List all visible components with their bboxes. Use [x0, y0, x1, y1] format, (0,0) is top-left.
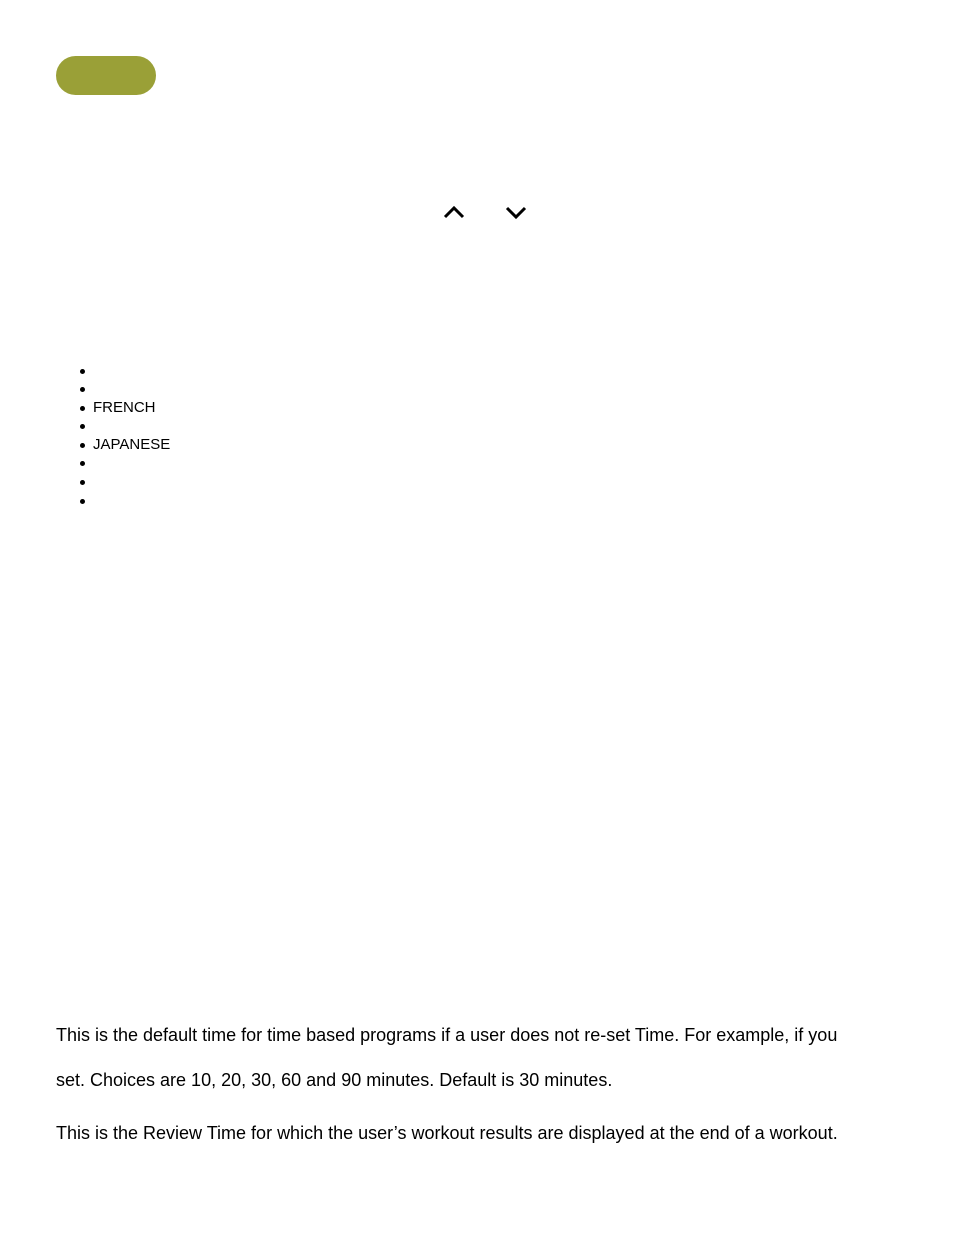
- language-japanese: JAPANESE: [93, 436, 171, 454]
- chevron-down-icon[interactable]: [504, 202, 528, 222]
- section-tab-pill: [56, 56, 156, 95]
- review-time-description: This is the Review Time for which the user’s workout results are displayed at the end of a workout.: [56, 1123, 838, 1143]
- list-item: [80, 399, 170, 418]
- bullet-icon: [80, 406, 85, 411]
- language-french: FRENCH: [93, 399, 156, 417]
- default-time-description-line2: set. Choices are 10, 20, 30, 60 and 90 minutes. Default is 30 minutes.: [56, 1070, 613, 1090]
- bullet-icon: [80, 424, 85, 429]
- list-item: [80, 455, 170, 474]
- language-list: [80, 362, 170, 511]
- list-item: [80, 381, 170, 400]
- bullet-icon: [80, 499, 85, 504]
- bullet-icon: [80, 461, 85, 466]
- list-item: [80, 474, 170, 493]
- chevron-up-icon[interactable]: [442, 202, 466, 222]
- bullet-icon: [80, 443, 85, 448]
- bullet-icon: [80, 369, 85, 374]
- list-item: [80, 492, 170, 511]
- list-item: [80, 436, 170, 455]
- list-item: [80, 418, 170, 437]
- default-time-description-line1: This is the default time for time based programs if a user does not re-set Time. For example, if you: [56, 1025, 838, 1045]
- bullet-icon: [80, 480, 85, 485]
- list-item: [80, 362, 170, 381]
- bullet-icon: [80, 387, 85, 392]
